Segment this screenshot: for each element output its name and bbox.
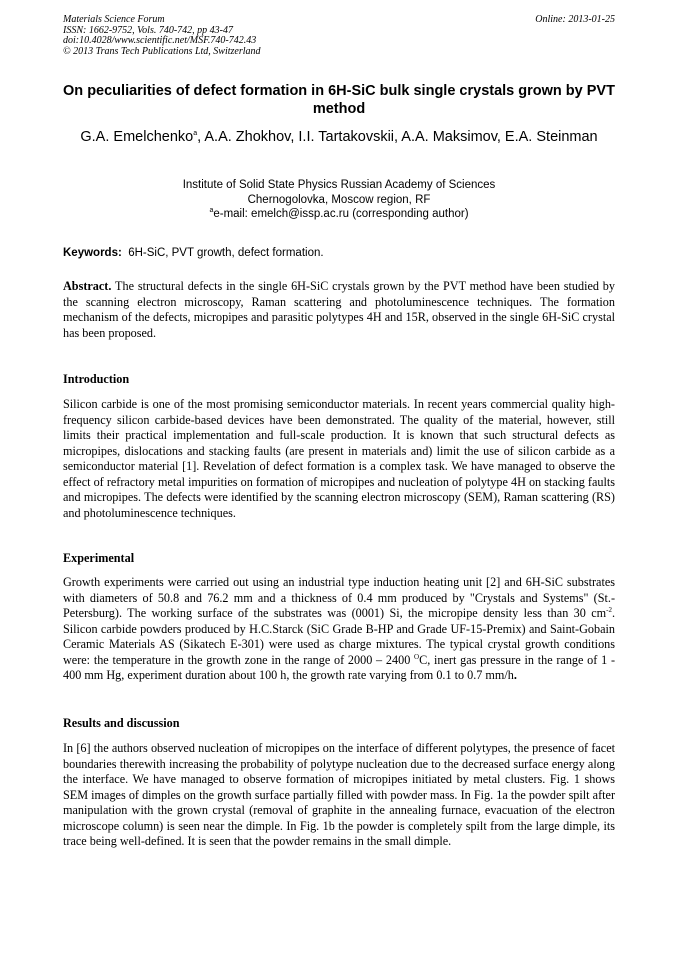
first-author: G.A. Emelchenko bbox=[80, 129, 194, 145]
keywords-block bbox=[63, 246, 615, 260]
abstract-paragraph bbox=[63, 279, 615, 341]
experimental-text-3: C, inert gas pressure in the range of 1 - 400 mm Hg, experiment duration about 100 h, the growth rate varying from 0.1 to 0.7 mm/h bbox=[63, 652, 615, 682]
introduction-heading: Introduction bbox=[63, 372, 130, 386]
keywords-label: Keywords: bbox=[63, 247, 122, 259]
experimental-end-period: . bbox=[513, 668, 517, 682]
abstract-label: Abstract. bbox=[63, 279, 112, 293]
experimental-text-1: Growth experiments were carried out using an industrial type induction heating unit [2] and 6H-SiC substrates with diameters of 50.8 and 76.2 mm and a thickness of 0.4 mm produced by "Crystals and Systems" (St.-Petersburg). The working surface of the substrates was (0001) Si, the micropipe density less than 30 cm bbox=[63, 575, 615, 620]
author-list bbox=[63, 128, 615, 147]
introduction-paragraph: Silicon carbide is one of the most promising semiconductor materials. In recent years commercial quality high-frequency silicon carbide-based devices have been demonstrated. The quality of the material, however, still limits their practical implementation and full-scale production. It is known that such structural defects as micropipes, dislocations and stacking faults (are present in materials and) limit the use of silicon carbide as a semiconductor material [1]. Revelation of defect formation is a complex task. We have managed to observe the effect of refractory metal impurities on formation of micropipes and nucleation of polytype 4H on stacking faults and micropipes. The defects were identified by the scanning electron microscopy (SEM), Raman scattering (RS) and photoluminescence techniques. bbox=[63, 397, 615, 520]
journal-name: Materials Science Forum bbox=[63, 14, 165, 25]
email-text: e-mail: emelch@issp.ac.ru (corresponding author) bbox=[213, 208, 469, 220]
keywords-text: 6H-SiC, PVT growth, defect formation. bbox=[128, 247, 324, 259]
experimental-paragraph bbox=[63, 575, 615, 684]
affiliation-location: Chernogolovka, Moscow region, RF bbox=[247, 193, 431, 206]
journal-info bbox=[63, 15, 615, 57]
experimental-heading: Experimental bbox=[63, 551, 135, 565]
page-header bbox=[63, 15, 615, 57]
copyright-line: © 2013 Trans Tech Publications Ltd, Switzerland bbox=[63, 45, 261, 57]
affiliation-institute: Institute of Solid State Physics Russian Academy of Sciences bbox=[182, 179, 496, 191]
online-date: Online: 2013-01-25 bbox=[535, 14, 615, 25]
degree-mark: O bbox=[414, 652, 420, 661]
results-paragraph: In [6] the authors observed nucleation of micropipes on the interface of different polytypes, the presence of facet boundaries therewith increasing the probability of polytype nucleation due to the decreased surface energy along the interface. We have managed to observe formation of micropipes initiated by metal clusters. Fig. 1 shows SEM images of dimples on the growth surface partially filled with powder mass. In Fig. 1a the powder spilt after manipulation with the grown crystal (removal of graphite in the annealing furnace, evacuation of the electron microscope column) is seen near the dimple. In Fig. 1b the powder is completely spilt from the large dimple, its trace being well-defined. It is seen that the powder remains in the small dimple. bbox=[63, 741, 615, 848]
other-authors: , A.A. Zhokhov, I.I. Tartakovskii, A.A. Maksimov, E.A. Steinman bbox=[197, 129, 598, 145]
email-affil-mark: a bbox=[209, 207, 214, 215]
abstract-text: The structural defects in the single 6H-SiC crystals grown by the PVT method have been studied by the scanning electron microscopy, Raman scattering and photoluminescence techniques. The formation mechanism of the defects, micropipes and parasitic polytypes 4H and 15R, observed in the single 6H-SiC crystal has been proposed. bbox=[63, 279, 615, 340]
paper-title: On peculiarities of defect formation in 6H-SiC bulk single crystals grown by PVT method bbox=[63, 83, 615, 117]
affiliation-block bbox=[63, 178, 615, 222]
experimental-text-2: . Silicon carbide powders produced by H.C.Starck (SiC Grade B-HP and Grade UF-15-Premix) and Saint-Gobain Ceramic Materials AS (Sikatech E-301) were used as charge mixtures. The typical crystal growth conditions were: the temperature in the growth zone in the range of 2000 – 2400 bbox=[63, 606, 615, 667]
density-exponent: -2 bbox=[606, 605, 612, 614]
issn-line: ISSN: 1662-9752, Vols. 740-742, pp 43-47 bbox=[63, 24, 233, 36]
results-heading: Results and discussion bbox=[63, 716, 180, 730]
author-affil-mark: a bbox=[193, 130, 198, 138]
affiliation-email bbox=[63, 207, 615, 222]
doi-line: doi:10.4028/www.scientific.net/MSF.740-742.43 bbox=[63, 35, 257, 46]
